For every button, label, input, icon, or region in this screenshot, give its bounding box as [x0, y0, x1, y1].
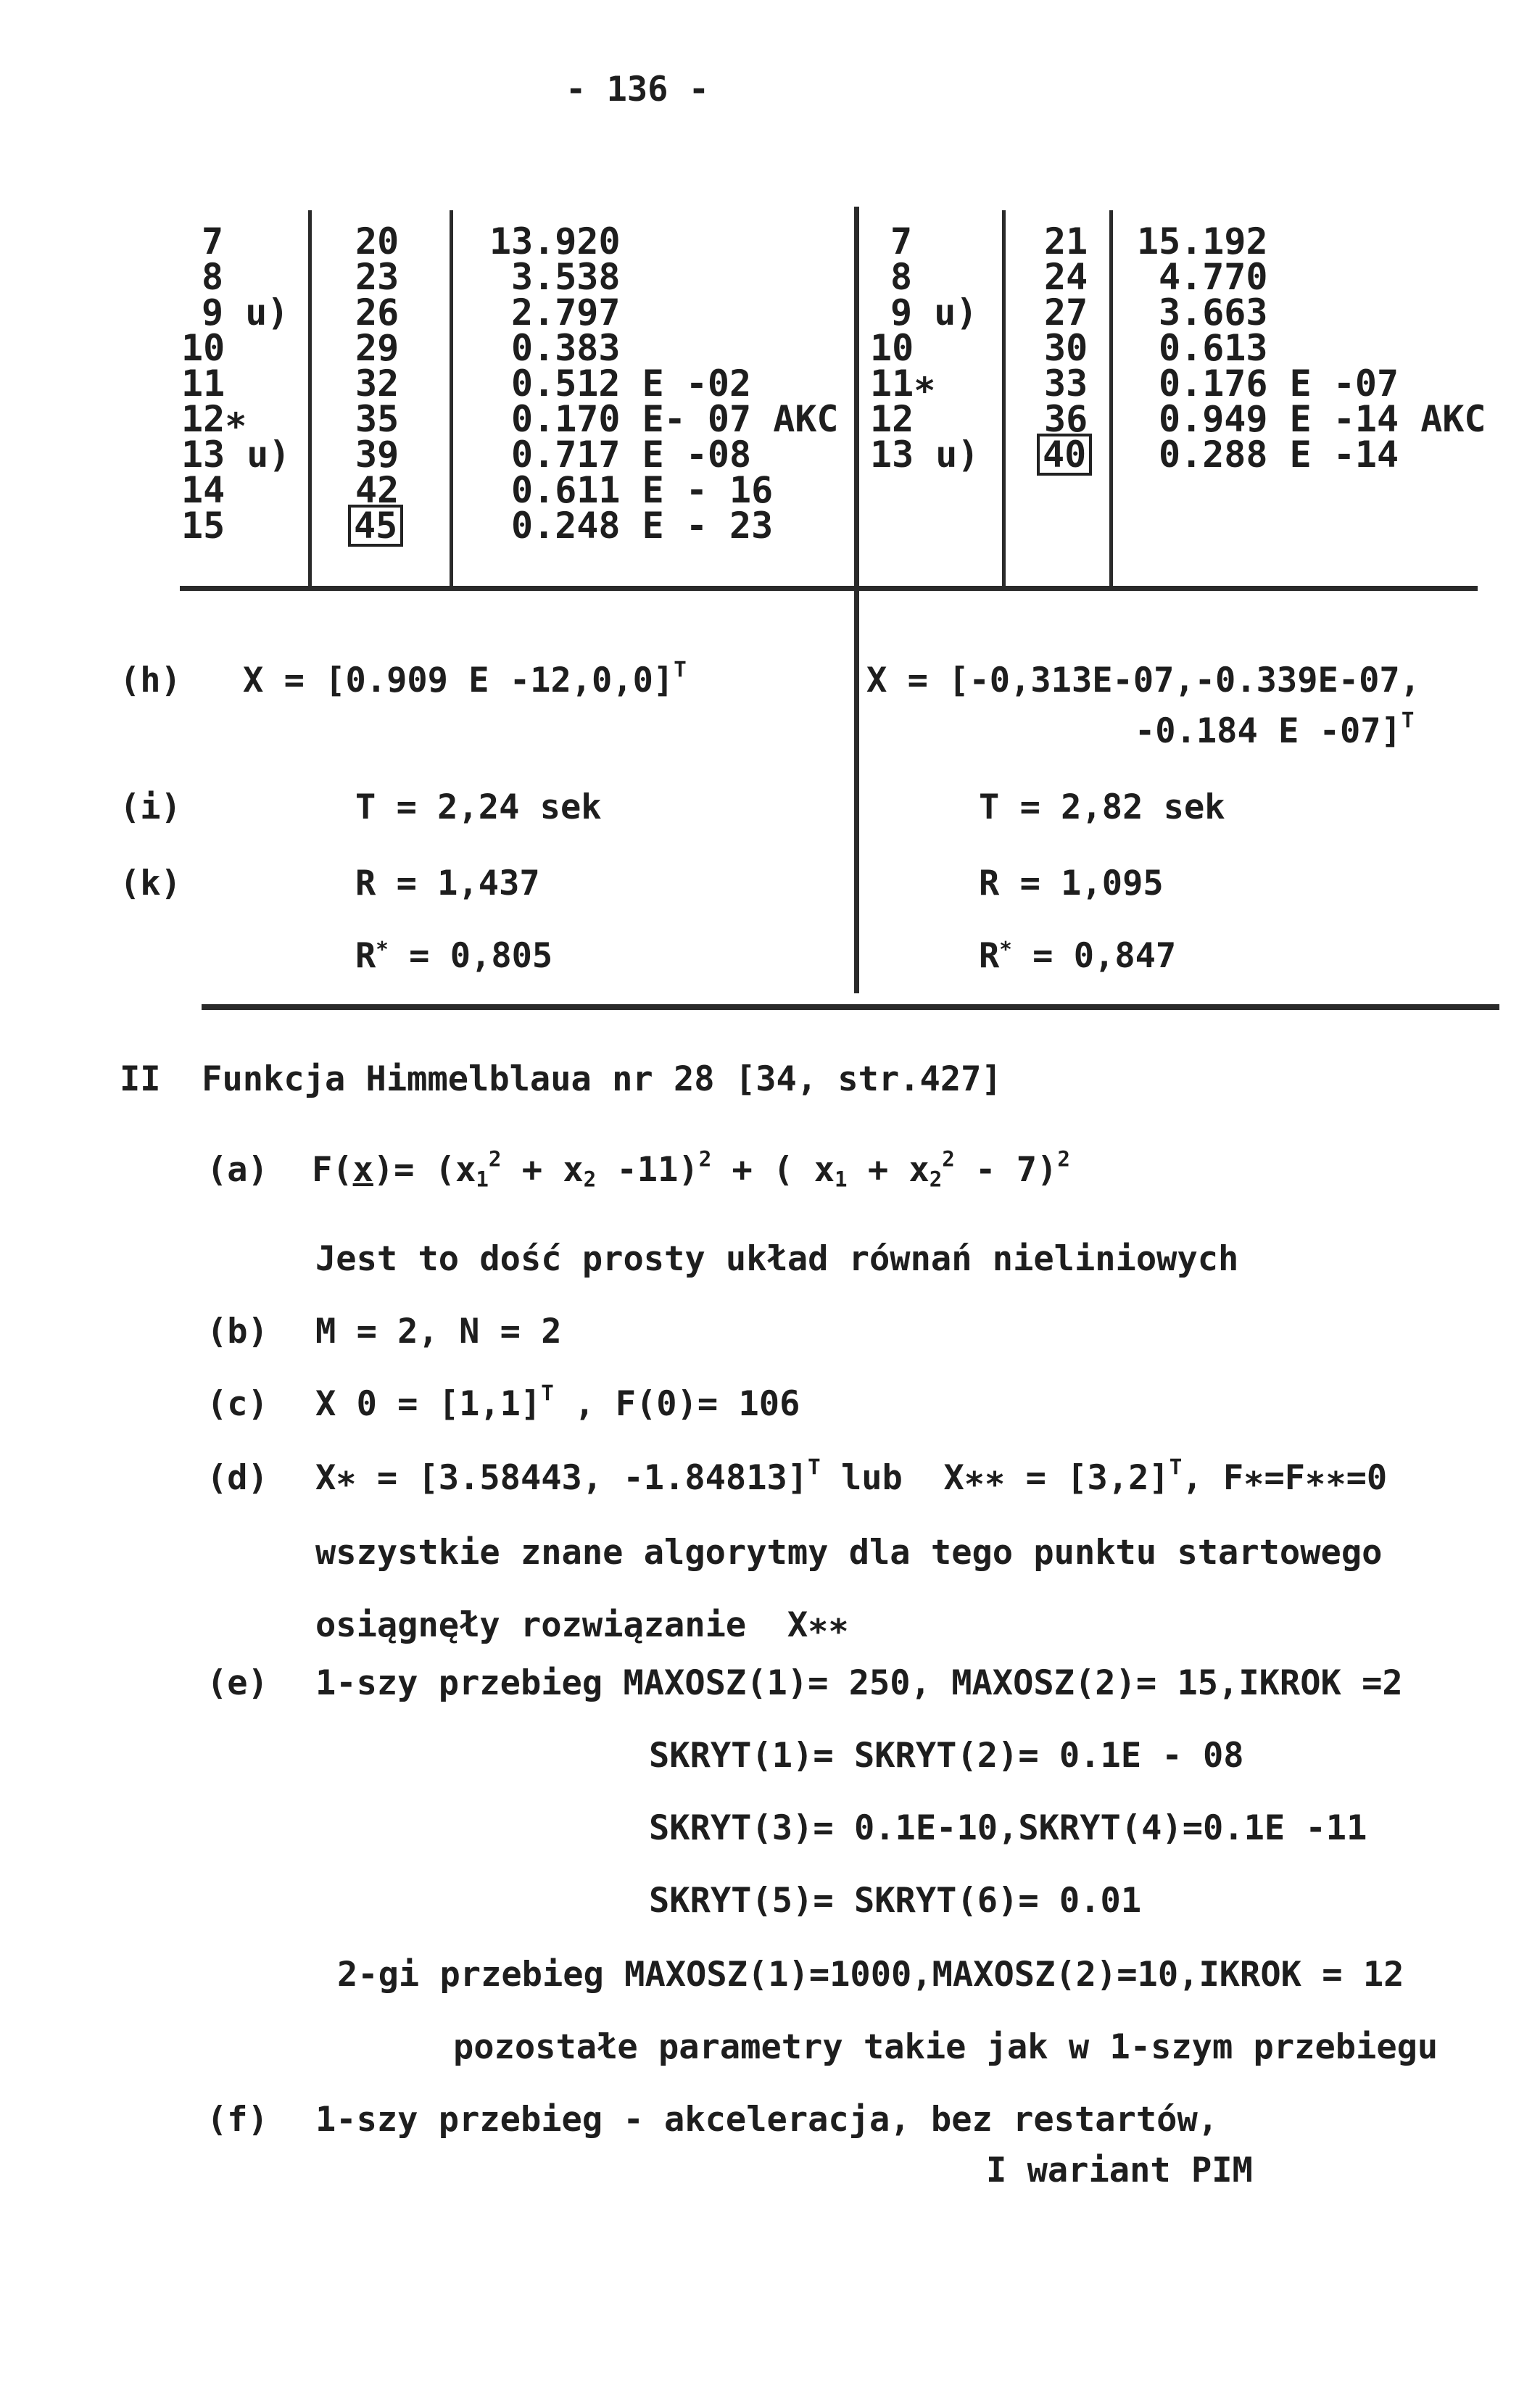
text-e-line2: SKRYT(1)= SKRYT(2)= 0.1E - 08: [649, 1736, 1244, 1776]
result-h-right-line2-text: -0.184 E -07]: [1135, 711, 1402, 751]
result-h-left-text: X = [0.909 E -12,0,0]: [243, 661, 674, 700]
left-col-a-7: 14: [181, 469, 225, 511]
result-rstar-right: [979, 932, 1177, 976]
table-rule-center: [854, 207, 859, 993]
right-col-c-3: 0.613: [1159, 327, 1268, 369]
left-col-b-0: 20: [355, 220, 400, 262]
right-col-c-0: 15.192: [1137, 220, 1268, 262]
right-col-b-5: 36: [1044, 398, 1088, 440]
right-col-c-4: 0.176 E -07: [1159, 363, 1399, 405]
rstar-left-rest: = 0,805: [388, 936, 553, 976]
table-rule-left-2: [450, 210, 453, 587]
label-c: (c): [207, 1384, 268, 1424]
result-h-right-sup: T: [1401, 708, 1415, 733]
text-c-post: , F(0)= 106: [553, 1384, 800, 1424]
text-b: M = 2, N = 2: [315, 1312, 562, 1351]
rstar-right-rest: = 0,847: [1011, 936, 1177, 976]
label-d: (d): [207, 1458, 268, 1498]
text-d: [315, 1454, 1388, 1498]
right-col-b-6-boxed: 40: [1037, 434, 1092, 476]
text-f-line2: I wariant PIM: [986, 2150, 1253, 2190]
rstar-left-sup: ∗: [376, 932, 389, 958]
result-h-left-sup: T: [674, 657, 687, 682]
text-e-line5: 2-gi przebieg MAXOSZ(1)=1000,MAXOSZ(2)=10,IKROK = 12: [337, 1955, 1404, 1995]
results-bottom-rule: [202, 1004, 1499, 1010]
right-col-b-0: 21: [1044, 220, 1088, 262]
left-col-c-4: 0.512 E -02: [511, 363, 752, 405]
text-f-line1: 1-szy przebieg - akceleracja, bez restartów,: [315, 2100, 1219, 2140]
text-c: [315, 1380, 800, 1424]
label-a: (a): [207, 1150, 268, 1190]
result-h-right-line2: [1135, 708, 1415, 751]
left-col-c-3: 0.383: [511, 327, 621, 369]
page-number: - 136 -: [566, 70, 710, 109]
right-col-a-6: 13 u): [870, 434, 980, 476]
left-col-b-4: 32: [355, 363, 400, 405]
left-col-c-2: 2.797: [511, 291, 621, 334]
right-col-b-1: 24: [1044, 256, 1088, 298]
label-b: (b): [207, 1312, 268, 1351]
right-col-c-1: 4.770: [1159, 256, 1268, 298]
left-col-c-7: 0.611 E - 16: [511, 469, 774, 511]
result-h-left: [243, 657, 687, 700]
text-d-line1: X∗ = [3.58443, -1.84813]: [315, 1458, 808, 1498]
text-e-line3: SKRYT(3)= 0.1E-10,SKRYT(4)=0.1E -11: [649, 1808, 1367, 1848]
table-rule-right-1: [1002, 210, 1006, 587]
left-col-a-2: 9 u): [202, 291, 289, 334]
text-c-pre: X 0 = [1,1]: [315, 1384, 542, 1424]
left-col-a-3: 10: [181, 327, 225, 369]
text-e-line4: SKRYT(5)= SKRYT(6)= 0.01: [649, 1881, 1142, 1921]
right-col-a-0: 7: [890, 220, 913, 262]
rstar-left-base: R: [355, 936, 376, 976]
result-h-right-line1: X = [-0,313E-07,-0.339E-07,: [866, 661, 1421, 700]
label-i: (i): [120, 787, 181, 827]
label-k: (k): [120, 864, 181, 903]
table-rule-right-2: [1109, 210, 1113, 587]
label-h: (h): [120, 661, 181, 700]
left-col-a-0: 7: [202, 220, 224, 262]
right-col-b-3: 30: [1044, 327, 1088, 369]
right-col-a-5: 12: [870, 398, 914, 440]
right-col-a-1: 8: [890, 256, 913, 298]
left-col-a-4: 11: [181, 363, 225, 405]
left-col-b-5: 35: [355, 398, 400, 440]
text-c-sup: T: [541, 1380, 554, 1406]
text-e-line6: pozostałe parametry takie jak w 1-szym przebiegu: [453, 2027, 1438, 2067]
left-col-b-6: 39: [355, 434, 400, 476]
text-e-line1: 1-szy przebieg MAXOSZ(1)= 250, MAXOSZ(2)= 15,IKROK =2: [315, 1663, 1403, 1703]
text-d-sup-1: T: [808, 1454, 821, 1480]
note-d-2: osiągnęły rozwiązanie X∗∗: [315, 1605, 849, 1645]
label-e: (e): [207, 1663, 268, 1703]
left-col-b-3: 29: [355, 327, 400, 369]
left-col-b-2: 26: [355, 291, 400, 334]
text-d-mid: lub X∗∗ = [3,2]: [820, 1458, 1170, 1498]
left-col-b-7: 42: [355, 469, 400, 511]
left-col-c-8: 0.248 E - 23: [511, 505, 774, 547]
rstar-right-base: R: [979, 936, 1000, 976]
note-d-1: wszystkie znane algorytmy dla tego punktu startowego: [315, 1533, 1383, 1573]
right-col-b-2: 27: [1044, 291, 1088, 334]
table-rule-left-1: [308, 210, 312, 587]
left-col-c-1: 3.538: [511, 256, 621, 298]
label-f: (f): [207, 2100, 268, 2140]
section-title: II Funkcja Himmelblaua nr 28 [34, str.427]: [120, 1059, 1002, 1099]
result-k-left: R = 1,437: [355, 864, 540, 903]
result-k-right: R = 1,095: [979, 864, 1164, 903]
left-col-c-5: 0.170 E- 07 AKC: [511, 398, 839, 440]
result-rstar-left: [355, 932, 553, 976]
right-col-c-2: 3.663: [1159, 291, 1268, 334]
right-col-c-6: 0.288 E -14: [1159, 434, 1399, 476]
left-col-a-1: 8: [202, 256, 224, 298]
left-col-a-6: 13 u): [181, 434, 291, 476]
result-i-left: T = 2,24 sek: [355, 787, 602, 827]
left-col-a-8: 15: [181, 505, 225, 547]
left-col-b-8-boxed: 45: [348, 505, 403, 547]
left-col-a-5: 12∗: [181, 398, 247, 440]
right-col-a-3: 10: [870, 327, 914, 369]
left-col-c-6: 0.717 E -08: [511, 434, 752, 476]
note-a: Jest to dość prosty układ równań nieliniowych: [315, 1239, 1239, 1279]
text-d-sup-2: T: [1169, 1454, 1183, 1480]
right-col-a-2: 9 u): [890, 291, 978, 334]
right-col-b-4: 33: [1044, 363, 1088, 405]
right-col-c-5: 0.949 E -14 AKC: [1159, 398, 1486, 440]
right-col-a-4: 11∗: [870, 363, 936, 405]
formula-a: $F(x)= (x_1^2 + x_2$ -11)$^2$ + ( $x_1 + x_2^2 - 7)^2$: [312, 1146, 1070, 1192]
left-col-c-0: 13.920: [489, 220, 621, 262]
table-bottom-rule: [180, 586, 1478, 591]
text-d-end: , F∗=F∗∗=0: [1182, 1458, 1388, 1498]
result-i-right: T = 2,82 sek: [979, 787, 1225, 827]
left-col-b-1: 23: [355, 256, 400, 298]
rstar-right-sup: ∗: [999, 932, 1012, 958]
